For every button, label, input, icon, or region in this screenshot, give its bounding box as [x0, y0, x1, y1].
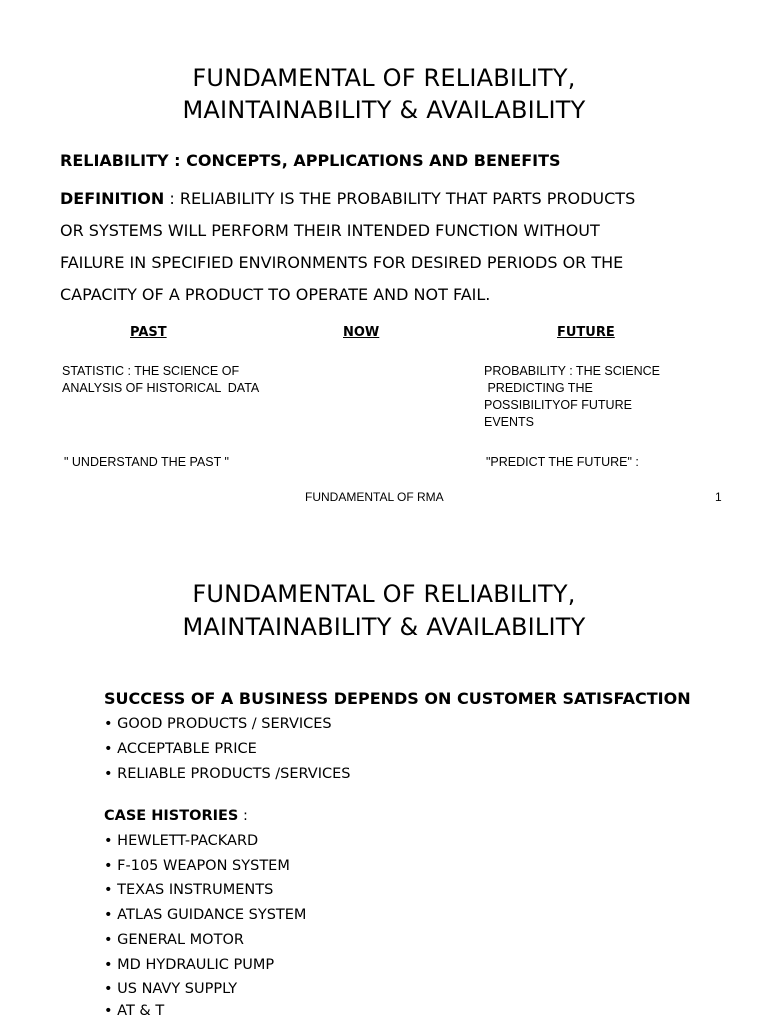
definition-text: : RELIABILITY IS THE PROBABILITY THAT PARTS PRODUCTS — [164, 189, 636, 208]
slide-2-title-line-2: MAINTAINABILITY & AVAILABILITY — [182, 613, 586, 641]
column-heading-past: PAST — [130, 325, 167, 340]
case-item: • US NAVY SUPPLY — [104, 981, 238, 997]
past-description: STATISTIC : THE SCIENCE OF ANALYSIS OF HISTORICAL DATA — [62, 364, 260, 395]
definition-term: DEFINITION — [60, 189, 165, 208]
definition-line-3: FAILURE IN SPECIFIED ENVIRONMENTS FOR DESIRED PERIODS OR THE — [60, 253, 624, 272]
column-heading-now: NOW — [343, 325, 380, 340]
slide-1-subtitle: RELIABILITY : CONCEPTS, APPLICATIONS AND BENEFITS — [60, 151, 561, 170]
definition-line-1 — [60, 182, 635, 215]
success-item: • ACCEPTABLE PRICE — [104, 741, 257, 757]
case-item: • AT & T — [104, 1003, 165, 1019]
definition-line-4: CAPACITY OF A PRODUCT TO OPERATE AND NOT FAIL. — [60, 285, 491, 304]
case-histories-label: CASE HISTORIES — [104, 808, 239, 824]
slide-2-title-line-1: FUNDAMENTAL OF RELIABILITY, — [192, 580, 576, 608]
definition-line-2: OR SYSTEMS WILL PERFORM THEIR INTENDED FUNCTION WITHOUT — [60, 221, 600, 240]
success-item: • GOOD PRODUCTS / SERVICES — [104, 716, 332, 732]
case-item: • MD HYDRAULIC PUMP — [104, 957, 275, 973]
slide-1-page-number: 1 — [715, 490, 722, 504]
slide-1-footer: FUNDAMENTAL OF RMA — [305, 490, 444, 504]
future-description: PROBABILITY : THE SCIENCE PREDICTING THE POSSIBILITYOF FUTURE EVENTS — [484, 364, 660, 429]
case-item: • HEWLETT-PACKARD — [104, 833, 259, 849]
success-heading: SUCCESS OF A BUSINESS DEPENDS ON CUSTOMER SATISFACTION — [104, 689, 691, 708]
case-histories-colon: : — [238, 808, 248, 824]
case-item: • GENERAL MOTOR — [104, 932, 244, 948]
future-quote: "PREDICT THE FUTURE" : — [486, 455, 639, 469]
success-item: • RELIABLE PRODUCTS /SERVICES — [104, 766, 351, 782]
slide-1-title-line-1: FUNDAMENTAL OF RELIABILITY, — [192, 64, 576, 92]
slide-1-title-line-2: MAINTAINABILITY & AVAILABILITY — [182, 96, 586, 124]
past-quote: " UNDERSTAND THE PAST " — [64, 455, 229, 469]
column-heading-future: FUTURE — [557, 325, 615, 340]
case-histories-heading — [104, 808, 248, 824]
case-item: • ATLAS GUIDANCE SYSTEM — [104, 907, 307, 923]
case-item: • TEXAS INSTRUMENTS — [104, 882, 274, 898]
case-item: • F-105 WEAPON SYSTEM — [104, 858, 290, 874]
